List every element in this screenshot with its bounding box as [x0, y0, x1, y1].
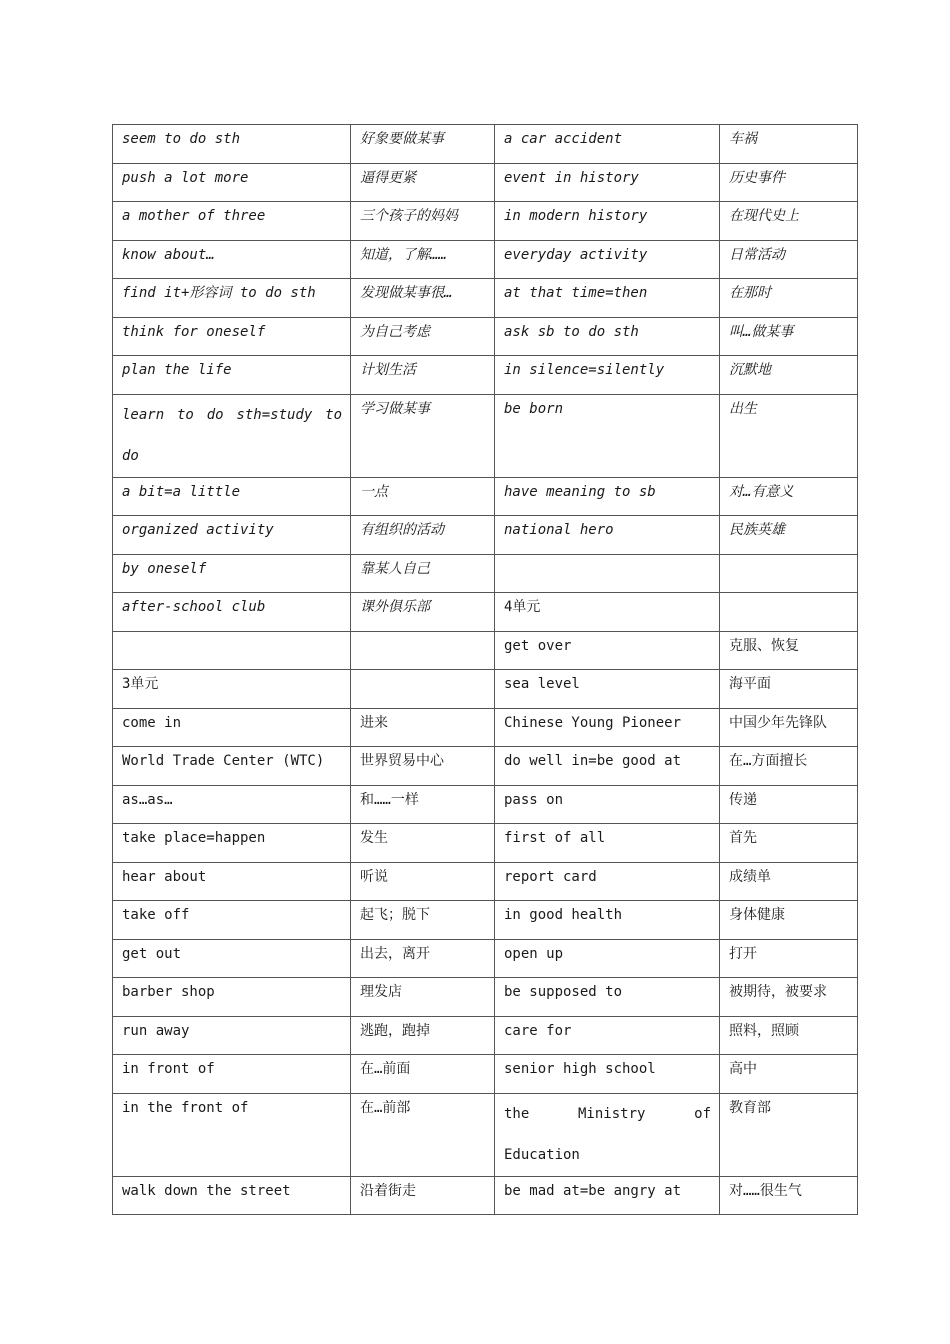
english-phrase: have meaning to sb: [495, 477, 720, 516]
english-phrase: care for: [495, 1016, 720, 1055]
english-phrase: by oneself: [113, 554, 351, 593]
table-row: [113, 1055, 858, 1094]
english-phrase: as…as…: [113, 785, 351, 824]
vocabulary-table: [112, 124, 858, 1215]
table-row: [113, 747, 858, 786]
chinese-meaning: 发生: [351, 824, 495, 863]
chinese-meaning: 听说: [351, 862, 495, 901]
english-phrase: at that time=then: [495, 279, 720, 318]
english-phrase: in modern history: [495, 202, 720, 241]
chinese-meaning: 身体健康: [720, 901, 858, 940]
chinese-meaning: [351, 631, 495, 670]
chinese-meaning: 高中: [720, 1055, 858, 1094]
chinese-meaning: 为自己考虑: [351, 317, 495, 356]
english-phrase: [113, 631, 351, 670]
chinese-meaning: 在那时: [720, 279, 858, 318]
chinese-meaning: 起飞；脱下: [351, 901, 495, 940]
chinese-meaning: 进来: [351, 708, 495, 747]
english-phrase: organized activity: [113, 516, 351, 555]
table-row: [113, 516, 858, 555]
table-row: [113, 125, 858, 164]
english-phrase: a car accident: [495, 125, 720, 164]
chinese-meaning: 知道，了解……: [351, 240, 495, 279]
chinese-meaning: 逃跑，跑掉: [351, 1016, 495, 1055]
chinese-meaning: 被期待，被要求: [720, 978, 858, 1017]
english-phrase: come in: [113, 708, 351, 747]
english-phrase: in front of: [113, 1055, 351, 1094]
english-phrase: do well in=be good at: [495, 747, 720, 786]
chinese-meaning: 在…方面擅长: [720, 747, 858, 786]
unit-heading: 4单元: [495, 593, 720, 632]
english-phrase: in good health: [495, 901, 720, 940]
english-phrase: in the front of: [113, 1093, 351, 1176]
chinese-meaning: 教育部: [720, 1093, 858, 1176]
chinese-meaning: 成绩单: [720, 862, 858, 901]
table-row: [113, 862, 858, 901]
chinese-meaning: 沿着街走: [351, 1176, 495, 1215]
chinese-meaning: 出生: [720, 394, 858, 477]
english-phrase: national hero: [495, 516, 720, 555]
table-row: [113, 824, 858, 863]
chinese-meaning: 有组织的活动: [351, 516, 495, 555]
table-row: [113, 1093, 858, 1176]
english-phrase: plan the life: [113, 356, 351, 395]
chinese-meaning: 传递: [720, 785, 858, 824]
chinese-meaning: 世界贸易中心: [351, 747, 495, 786]
chinese-meaning: 三个孩子的妈妈: [351, 202, 495, 241]
chinese-meaning: 沉默地: [720, 356, 858, 395]
table-row: [113, 1016, 858, 1055]
chinese-meaning: 民族英雄: [720, 516, 858, 555]
table-row: [113, 279, 858, 318]
chinese-meaning: 和……一样: [351, 785, 495, 824]
table-row: [113, 317, 858, 356]
chinese-meaning: 计划生活: [351, 356, 495, 395]
english-phrase: learn to do sth=study to do: [113, 394, 351, 477]
english-phrase: first of all: [495, 824, 720, 863]
chinese-meaning: 叫…做某事: [720, 317, 858, 356]
chinese-meaning: [351, 670, 495, 709]
table-row: [113, 631, 858, 670]
english-phrase: Chinese Young Pioneer: [495, 708, 720, 747]
english-phrase: in silence=silently: [495, 356, 720, 395]
chinese-meaning: 一点: [351, 477, 495, 516]
chinese-meaning: 克服、恢复: [720, 631, 858, 670]
table-row: [113, 708, 858, 747]
chinese-meaning: [720, 554, 858, 593]
table-row: [113, 240, 858, 279]
chinese-meaning: 日常活动: [720, 240, 858, 279]
chinese-meaning: 课外俱乐部: [351, 593, 495, 632]
table-row: [113, 356, 858, 395]
english-phrase: event in history: [495, 163, 720, 202]
chinese-meaning: 打开: [720, 939, 858, 978]
english-phrase: take off: [113, 901, 351, 940]
english-phrase: after-school club: [113, 593, 351, 632]
chinese-meaning: 历史事件: [720, 163, 858, 202]
table-row: [113, 202, 858, 241]
chinese-meaning: 车祸: [720, 125, 858, 164]
english-phrase: [495, 554, 720, 593]
english-phrase: senior high school: [495, 1055, 720, 1094]
table-row: [113, 670, 858, 709]
chinese-meaning: 理发店: [351, 978, 495, 1017]
english-phrase: walk down the street: [113, 1176, 351, 1215]
english-phrase: be born: [495, 394, 720, 477]
english-phrase: barber shop: [113, 978, 351, 1017]
chinese-meaning: [720, 593, 858, 632]
chinese-meaning: 首先: [720, 824, 858, 863]
table-row: [113, 163, 858, 202]
chinese-meaning: 在…前面: [351, 1055, 495, 1094]
chinese-meaning: 发现做某事很…: [351, 279, 495, 318]
chinese-meaning: 在现代史上: [720, 202, 858, 241]
english-phrase: run away: [113, 1016, 351, 1055]
table-row: [113, 939, 858, 978]
english-phrase: World Trade Center (WTC): [113, 747, 351, 786]
english-phrase: seem to do sth: [113, 125, 351, 164]
chinese-meaning: 海平面: [720, 670, 858, 709]
english-phrase: hear about: [113, 862, 351, 901]
chinese-meaning: 对……很生气: [720, 1176, 858, 1215]
table-row: [113, 978, 858, 1017]
english-phrase: be mad at=be angry at: [495, 1176, 720, 1215]
table-row: [113, 1176, 858, 1215]
table-row: [113, 593, 858, 632]
table-row: [113, 785, 858, 824]
english-phrase: think for oneself: [113, 317, 351, 356]
english-phrase: find it+形容词 to do sth: [113, 279, 351, 318]
english-phrase: pass on: [495, 785, 720, 824]
english-phrase: ask sb to do sth: [495, 317, 720, 356]
english-phrase: everyday activity: [495, 240, 720, 279]
chinese-meaning: 在…前部: [351, 1093, 495, 1176]
english-phrase: the Ministry of Education: [495, 1093, 720, 1176]
chinese-meaning: 中国少年先锋队: [720, 708, 858, 747]
chinese-meaning: 出去，离开: [351, 939, 495, 978]
chinese-meaning: 靠某人自己: [351, 554, 495, 593]
english-phrase: get over: [495, 631, 720, 670]
english-phrase: open up: [495, 939, 720, 978]
chinese-meaning: 照料，照顾: [720, 1016, 858, 1055]
english-phrase: a bit=a little: [113, 477, 351, 516]
table-row: [113, 554, 858, 593]
unit-heading: 3单元: [113, 670, 351, 709]
english-phrase: get out: [113, 939, 351, 978]
english-phrase: push a lot more: [113, 163, 351, 202]
english-phrase: a mother of three: [113, 202, 351, 241]
english-phrase: sea level: [495, 670, 720, 709]
english-phrase: take place=happen: [113, 824, 351, 863]
english-phrase: know about…: [113, 240, 351, 279]
english-phrase: report card: [495, 862, 720, 901]
table-row: [113, 477, 858, 516]
chinese-meaning: 好象要做某事: [351, 125, 495, 164]
chinese-meaning: 学习做某事: [351, 394, 495, 477]
chinese-meaning: 逼得更紧: [351, 163, 495, 202]
table-row: [113, 394, 858, 477]
chinese-meaning: 对…有意义: [720, 477, 858, 516]
english-phrase: be supposed to: [495, 978, 720, 1017]
table-row: [113, 901, 858, 940]
